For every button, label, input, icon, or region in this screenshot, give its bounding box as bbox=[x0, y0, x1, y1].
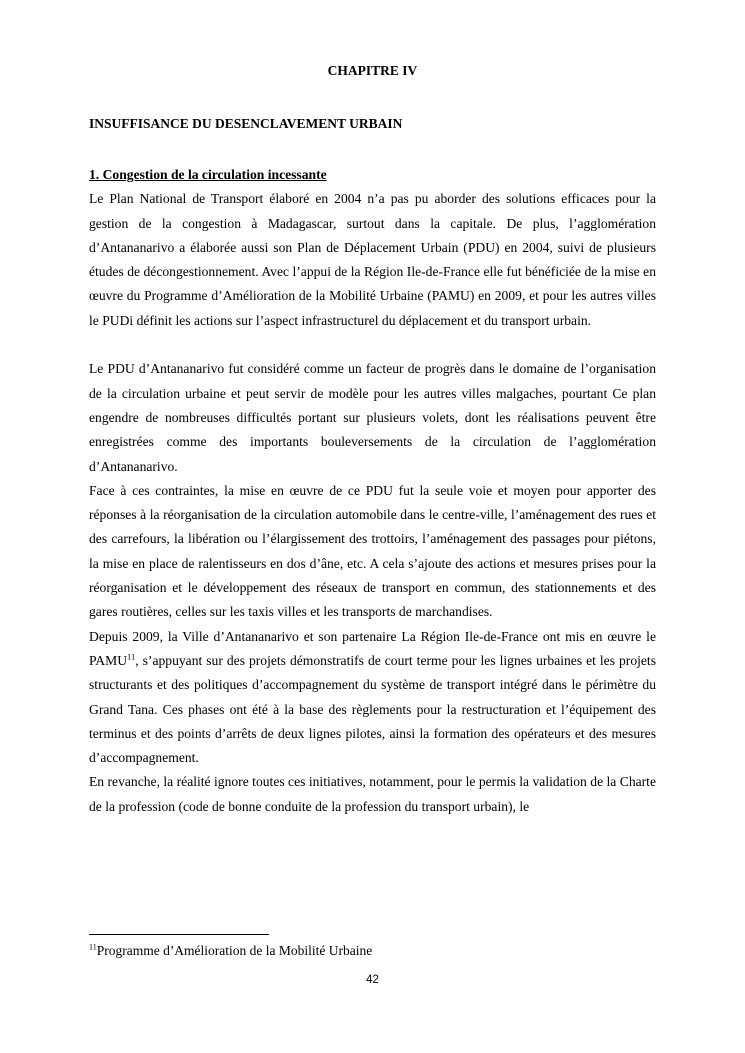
paragraph-4-end: , s’appuyant sur des projets démonstratifs de court terme pour les lignes urbaines et les projets structurants et des politiques d’accompagnement du système de transport intégré dans le périmètre du Grand Tana. Ces phases ont été à la base des règlements pour la restructuration et l’équipement des terminus et des points d’arrêts de deux lignes pilotes, ainsi la formation des opérateurs et des mesures d’accompagnement. bbox=[89, 652, 656, 766]
paragraph-1: Le Plan National de Transport élaboré en 2004 n’a pas pu aborder des solutions efficaces pour la gestion de la congestion à Madagascar, surtout dans la capitale. De plus, l’agglomération d’Antananarivo a élaborée aussi son Plan de Déplacement Urbain (PDU) en 2004, suivi de plusieurs études de décongestionnement. Avec l’appui de la Région Ile-de-France elle fut bénéficiée de la mise en œuvre du Programme d’Amélioration de la Mobilité Urbaine (PAMU) en 2009, et pour les autres villes le PUDi définit les actions sur l’aspect infrastructurel du déplacement et du transport urbain. bbox=[89, 191, 656, 328]
body-text bbox=[89, 163, 656, 819]
footnote-separator bbox=[89, 934, 269, 935]
section-title: INSUFFISANCE DU DESENCLAVEMENT URBAIN bbox=[89, 116, 403, 131]
paragraph-4-start: Depuis 2009, la Ville d’Antananarivo et son partenaire La Région Ile-de-France ont mis en œuvre le PAMU bbox=[89, 628, 656, 668]
footnote-text: Programme d’Amélioration de la Mobilité Urbaine bbox=[96, 943, 373, 958]
footnote-reference[interactable]: 11 bbox=[127, 651, 136, 662]
page-number: 42 bbox=[366, 974, 379, 986]
footnote-number: 11 bbox=[89, 942, 97, 952]
paragraph-spacer bbox=[89, 333, 656, 357]
subsection-title: 1. Congestion de la circulation incessante bbox=[89, 167, 327, 182]
paragraph-4 bbox=[89, 625, 656, 771]
chapter-title: CHAPITRE IV bbox=[327, 63, 418, 78]
paragraph-3: Face à ces contraintes, la mise en œuvre de ce PDU fut la seule voie et moyen pour apporter des réponses à la réorganisation de la circulation automobile dans le centre-ville, l’aménagement des rues et des carrefours, la libération ou l’élargissement des trottoirs, l’aménagement des passages pour piétons, la mise en place de ralentisseurs en dos d’âne, etc. A cela s’ajoute des actions et mesures prises pour la réorganisation et le développement des réseaux de transport en commun, des stationnements et des gares routières, celles sur les taxis villes et les transports de marchandises. bbox=[89, 482, 656, 620]
footnote bbox=[89, 943, 372, 959]
paragraph-5: En revanche, la réalité ignore toutes ces initiatives, notamment, pour le permis la validation de la Charte de la profession (code de bonne conduite de la profession du transport urbain), le bbox=[89, 774, 656, 814]
paragraph-2: Le PDU d’Antananarivo fut considéré comme un facteur de progrès dans le domaine de l’organisation de la circulation urbaine et peut servir de modèle pour les autres villes malgaches, pourtant Ce plan engendre de nombreuses difficultés portant sur plusieurs volets, dont les réalisations peuvent être enregistrées comme des importants bouleversements de la circulation de l’agglomération d’Antananarivo. bbox=[89, 361, 656, 474]
